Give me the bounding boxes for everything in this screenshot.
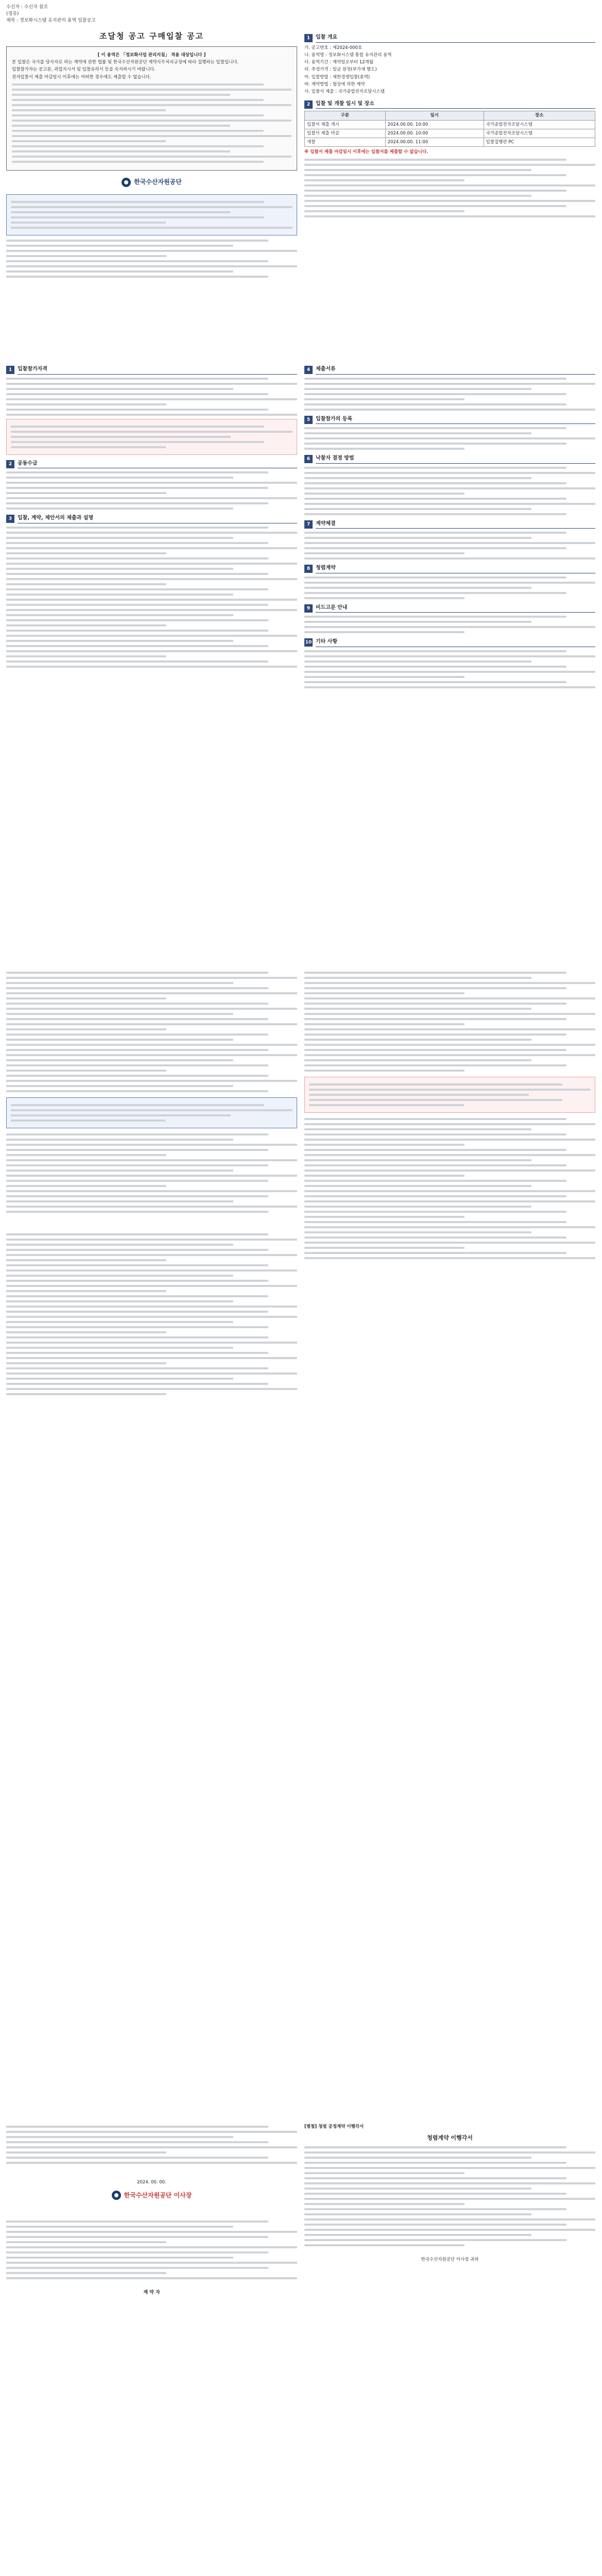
page3-left-lines-2 bbox=[6, 1133, 297, 1213]
section-eligibility bbox=[6, 366, 297, 375]
page3-right-lines-2 bbox=[304, 1118, 595, 1259]
joint-lines bbox=[6, 471, 297, 510]
section-number: 1 bbox=[6, 366, 14, 374]
documents-lines bbox=[304, 378, 595, 411]
table-header-cell: 구분 bbox=[305, 111, 386, 120]
section-number: 5 bbox=[304, 416, 313, 424]
section-submission bbox=[6, 515, 297, 523]
section-title: 계약체결 bbox=[316, 520, 595, 529]
section-number: 10 bbox=[304, 638, 313, 647]
section-title: 비드고문 안내 bbox=[316, 604, 595, 613]
section-title: 낙찰자 결정 방법 bbox=[316, 455, 595, 464]
overview-item: 마. 입찰방법 : 제한경쟁입찰(총액) bbox=[304, 74, 370, 80]
section-schedule bbox=[304, 100, 595, 109]
section-advisor bbox=[304, 604, 595, 613]
advisor-lines bbox=[304, 616, 595, 633]
section-number: 3 bbox=[6, 515, 14, 523]
attachment-title: [별첨] 청렴 공정계약 이행각서 bbox=[304, 2124, 364, 2129]
section-title: 청렴계약 bbox=[316, 565, 595, 573]
notice-box-heading: [ 이 용역은 「정보화사업 관리지침」 적용 대상입니다 ] bbox=[97, 52, 206, 58]
table-header-cell: 장소 bbox=[484, 111, 595, 120]
page3-right-box bbox=[304, 1077, 595, 1113]
header-recipient: 수신자 : 수신자 참조 bbox=[6, 5, 48, 10]
schedule-table bbox=[304, 111, 595, 147]
section-number: 9 bbox=[304, 604, 313, 613]
notice-extra-lines bbox=[6, 240, 297, 278]
notice-box-line: 전자입찰서 제출 마감일시 이후에는 어떠한 경우에도 제출할 수 없습니다. bbox=[12, 74, 151, 80]
section-number: 6 bbox=[304, 455, 313, 463]
section-number: 4 bbox=[304, 366, 313, 374]
section-number: 8 bbox=[304, 565, 313, 573]
submission-lines bbox=[6, 527, 297, 668]
overview-item: 가. 공고번호 : 제2024-000호 bbox=[304, 45, 363, 50]
overview-column bbox=[304, 29, 595, 348]
section-integrity bbox=[304, 565, 595, 573]
section-number: 7 bbox=[304, 520, 313, 529]
table-cell: 2024.00.00. 10:00 bbox=[385, 129, 484, 138]
table-cell: 입찰서 제출 마감 bbox=[305, 129, 386, 138]
signature-column bbox=[6, 2123, 297, 2576]
section-overview bbox=[304, 34, 595, 43]
page-4 bbox=[6, 2123, 596, 2576]
notice-box-line: 입찰참가자는 공고문, 과업지시서 및 입찰유의서 등을 숙지하시기 바랍니다. bbox=[12, 67, 156, 73]
notice-date: 2024. 00. 00. bbox=[137, 2180, 166, 2185]
section-title: 입찰 개요 bbox=[316, 34, 595, 43]
integrity-lines bbox=[304, 577, 595, 599]
pledge-recipient: 한국수산자원공단 이사장 귀하 bbox=[421, 2257, 479, 2263]
table-cell: 국가종합전자조달시스템 bbox=[484, 129, 595, 138]
header-subject: 제목 : 정보화시스템 유지관리 용역 입찰공고 bbox=[6, 18, 96, 24]
signer-name: 한국수산자원공단 이사장 bbox=[124, 2191, 192, 2199]
section-number: 2 bbox=[6, 460, 14, 468]
section-title: 입찰참가자격 bbox=[18, 366, 297, 375]
page3-left-lines-3 bbox=[6, 1233, 297, 1395]
misc-lines bbox=[304, 650, 595, 688]
org-emblem-icon bbox=[112, 2191, 121, 2200]
schedule-warning: ※ 입찰서 제출 마감일시 이후에는 입찰서를 제출할 수 없습니다. bbox=[304, 149, 428, 155]
notice-title: 조달청 공고 구매입찰 공고 bbox=[99, 31, 204, 41]
eligibility-lines bbox=[6, 378, 297, 416]
page-1 bbox=[6, 29, 596, 348]
pledge-column bbox=[304, 2123, 595, 2576]
table-cell: 2024.00.00. 11:00 bbox=[385, 138, 484, 147]
section-title: 제출서류 bbox=[316, 366, 595, 375]
signature-lines bbox=[6, 2126, 297, 2164]
table-cell: 입찰서 제출 개시 bbox=[305, 120, 386, 129]
table-cell: 개찰 bbox=[305, 138, 386, 147]
schedule-lines bbox=[304, 159, 595, 217]
overview-item: 라. 추정가격 : 일금 원정(부가세 별도) bbox=[304, 67, 377, 73]
notice-box-line: 본 입찰은 국가를 당사자로 하는 계약에 관한 법률 및 한국수산자원공단 계약사무처리규정에 따라 집행하는 입찰입니다. bbox=[12, 60, 239, 65]
table-cell: 국가종합전자조달시스템 bbox=[484, 120, 595, 129]
pledge-lines bbox=[304, 2146, 595, 2246]
section-registration bbox=[304, 416, 595, 425]
page3-right bbox=[304, 969, 595, 2102]
table-row bbox=[305, 120, 595, 129]
table-header-cell: 일시 bbox=[385, 111, 484, 120]
notice-body-lines bbox=[12, 83, 291, 163]
page-3 bbox=[6, 969, 596, 2102]
table-header-row bbox=[305, 111, 595, 120]
contract-lines bbox=[304, 532, 595, 560]
notice-info-box bbox=[6, 194, 297, 235]
overview-item: 다. 용역기간 : 계약일로부터 12개월 bbox=[304, 60, 373, 65]
notice-box bbox=[6, 46, 297, 171]
signer-logo bbox=[6, 2191, 297, 2200]
page-2 bbox=[6, 361, 596, 953]
overview-item: 바. 계약방법 : 협상에 의한 계약 bbox=[304, 82, 365, 88]
award-lines bbox=[304, 467, 595, 515]
table-cell: 입찰집행관 PC bbox=[484, 138, 595, 147]
page3-left-box bbox=[6, 1097, 297, 1128]
overview-item: 사. 입찰서 제출 : 국가종합전자조달시스템 bbox=[304, 89, 385, 95]
table-cell: 2024.00.00. 10:00 bbox=[385, 120, 484, 129]
page3-right-lines bbox=[304, 972, 595, 1072]
signature-lines-2 bbox=[6, 2221, 297, 2279]
section-title: 입찰참가의 등록 bbox=[316, 416, 595, 425]
registration-lines bbox=[304, 427, 595, 450]
conditions-column bbox=[6, 361, 297, 953]
section-documents bbox=[304, 366, 595, 375]
section-title: 입찰 및 개찰 일시 및 장소 bbox=[316, 100, 595, 109]
section-misc bbox=[304, 638, 595, 647]
section-title: 공동수급 bbox=[18, 460, 297, 469]
pledge-signer: 계 약 자 bbox=[143, 2290, 160, 2296]
page3-left bbox=[6, 969, 297, 2102]
section-number: 1 bbox=[304, 34, 313, 42]
table-row bbox=[305, 138, 595, 147]
section-award bbox=[304, 455, 595, 464]
page3-left-lines bbox=[6, 972, 297, 1092]
notice-column bbox=[6, 29, 297, 348]
section-joint bbox=[6, 460, 297, 469]
overview-item: 나. 용역명 : 정보화시스템 통합 유지관리 용역 bbox=[304, 52, 392, 58]
section-contract bbox=[304, 520, 595, 529]
org-name: 한국수산자원공단 bbox=[134, 178, 182, 186]
table-row bbox=[305, 129, 595, 138]
header-via: (경유) bbox=[6, 11, 19, 17]
section-title: 기타 사항 bbox=[316, 638, 595, 647]
eligibility-highlight bbox=[6, 419, 297, 455]
org-logo bbox=[6, 178, 297, 187]
procedure-column bbox=[304, 361, 595, 953]
document-header bbox=[6, 4, 596, 25]
section-number: 2 bbox=[304, 100, 313, 109]
org-emblem-icon bbox=[122, 178, 131, 187]
section-title: 입찰, 계약, 제안서의 제출과 설명 bbox=[18, 515, 297, 523]
pledge-title: 청렴계약 이행각서 bbox=[427, 2134, 473, 2142]
